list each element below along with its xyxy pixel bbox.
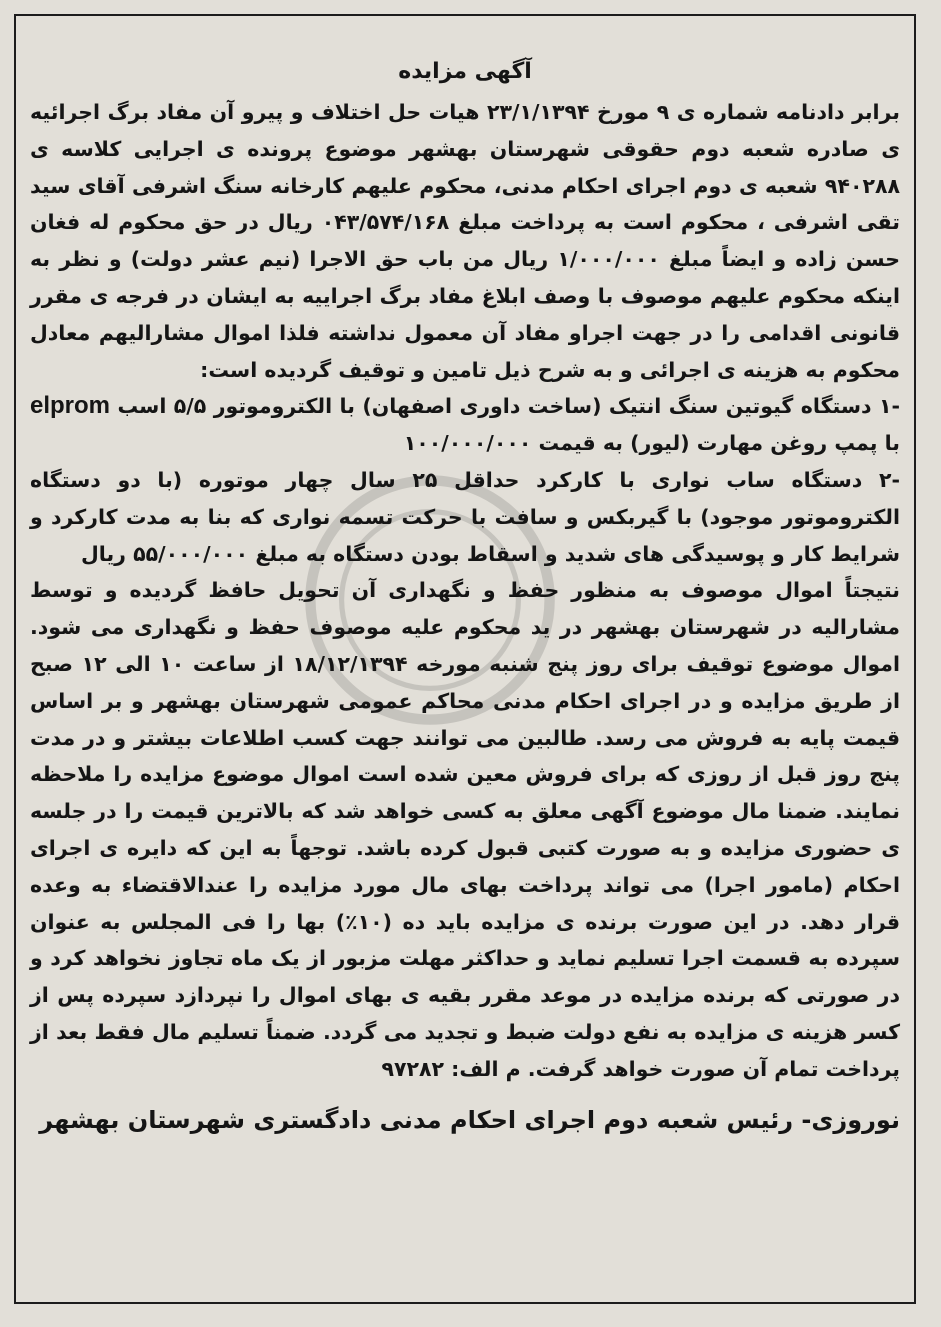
notice-terms-paragraph bbox=[30, 572, 900, 1087]
reference-number: م الف: ۹۷۲۸۲ bbox=[381, 1056, 521, 1081]
seized-item-1 bbox=[30, 388, 900, 462]
notice-content bbox=[30, 52, 900, 1142]
notice-signature: نوروزی- رئیس شعبه دوم اجرای احکام مدنی دادگستری شهرستان بهشهر bbox=[39, 1105, 900, 1134]
notice-title: آگهی مزایده bbox=[398, 59, 532, 84]
seized-item-2: -۲ دستگاه ساب نواری با کارکرد حداقل ۲۵ سال چهار موتوره (با دو دستگاه الکتروموتور موجود) با گیربکس و سافت با حرکت تسمه نواری که بنا به مدت کارکرد و شرایط کار و پوسیدگی های شدید و اسقاط بودن دستگاه به مبلغ ۵۵/۰۰۰/۰۰۰ ریال bbox=[30, 467, 900, 566]
item-1-description: -۱ دستگاه گیوتین سنگ انتیک (ساخت داوری اصفهان) با الکتروموتور ۵/۵ اسب bbox=[117, 394, 900, 419]
notice-intro-paragraph: برابر دادنامه شماره ی ۹ مورخ ۲۳/۱/۱۳۹۴ هیات حل اختلاف و پیرو آن مفاد برگ اجرائیه ی صادره شعبه دوم حقوقی شهرستان بهشهر موضوع پرونده ی اجرایی کلاسه ی ۹۴۰۲۸۸ شعبه ی دوم اجرای احکام مدنی، محکوم علیهم کارخانه سنگ اشرفی آقای سید تقی اشرفی ، محکوم است به پرداخت مبلغ ۰۴۳/۵۷۴/۱۶۸ ریال در حق محکوم له فغان حسن زاده و ایضاً مبلغ ۱/۰۰۰/۰۰۰ ریال من باب حق الاجرا (نیم عشر دولت) و نظر به اینکه محکوم علیهم موصوف با وصف ابلاغ مفاد برگ اجراییه به ایشان در فرجه ی مقرر قانونی اقدامی را در جهت اجراو مفاد آن معمول نداشته فلذا اموال مشارالیهم معادل محکوم به هزینه ی اجرائی و به شرح ذیل تامین و توقیف گردیده است: bbox=[30, 100, 900, 382]
item-1-brand: elprom bbox=[30, 392, 111, 420]
notice-terms-text: نتیجتاً اموال موصوف به منظور حفظ و نگهداری آن تحویل حافظ گردیده و توسط مشارالیه در شهرستان بهشهر در ید محکوم علیه موصوف حفظ و نگهداری می شود. اموال موضوع توقیف برای روز پنج شنبه مورخه ۱۸/۱۲/۱۳۹۴ از ساعت ۱۰ الی ۱۲ صبح از طریق مزایده و در اجرای احکام مدنی محاکم عمومی شهرستان بهشهر و بر اساس قیمت پایه به فروش می رسد. طالبین می توانند جهت کسب اطلاعات بیشتر و در مدت پنج روز قبل از روزی که برای فروش معین شده است اموال موضوع مزایده را ملاحظه نمایند. ضمنا مال موضوع آگهی معلق به کسی خواهد شد که بالاترین قیمت را در جلسه ی حضوری مزایده و به صورت کتبی قبول کرده باشد. توجهاً به این که دایره ی اجرای احکام (مامور اجرا) می تواند پرداخت بهای مال مورد مزایده را عندالاقتضاء به وعده قرار دهد. در این صورت برنده ی مزایده باید ده (۱۰٪) بها را فی المجلس به عنوان سپرده به قسمت اجرا تسلیم نماید و حداکثر مهلت مزبور از یک ماه تجاوز نخواهد کرد و در صورتی که برنده مزایده در موعد مقرر بقیه ی بهای اموال را نپردازد سپرده پس از کسر هزینه ی مزایده به نفع دولت ضبط و تجدید می گردد. ضمناً تسلیم مال فقط بعد از پرداخت تمام آن صورت خواهد گرفت. bbox=[30, 578, 900, 1081]
item-1-price: با پمپ روغن مهارت (لیور) به قیمت ۱۰۰/۰۰۰/۰۰۰ bbox=[403, 431, 900, 456]
